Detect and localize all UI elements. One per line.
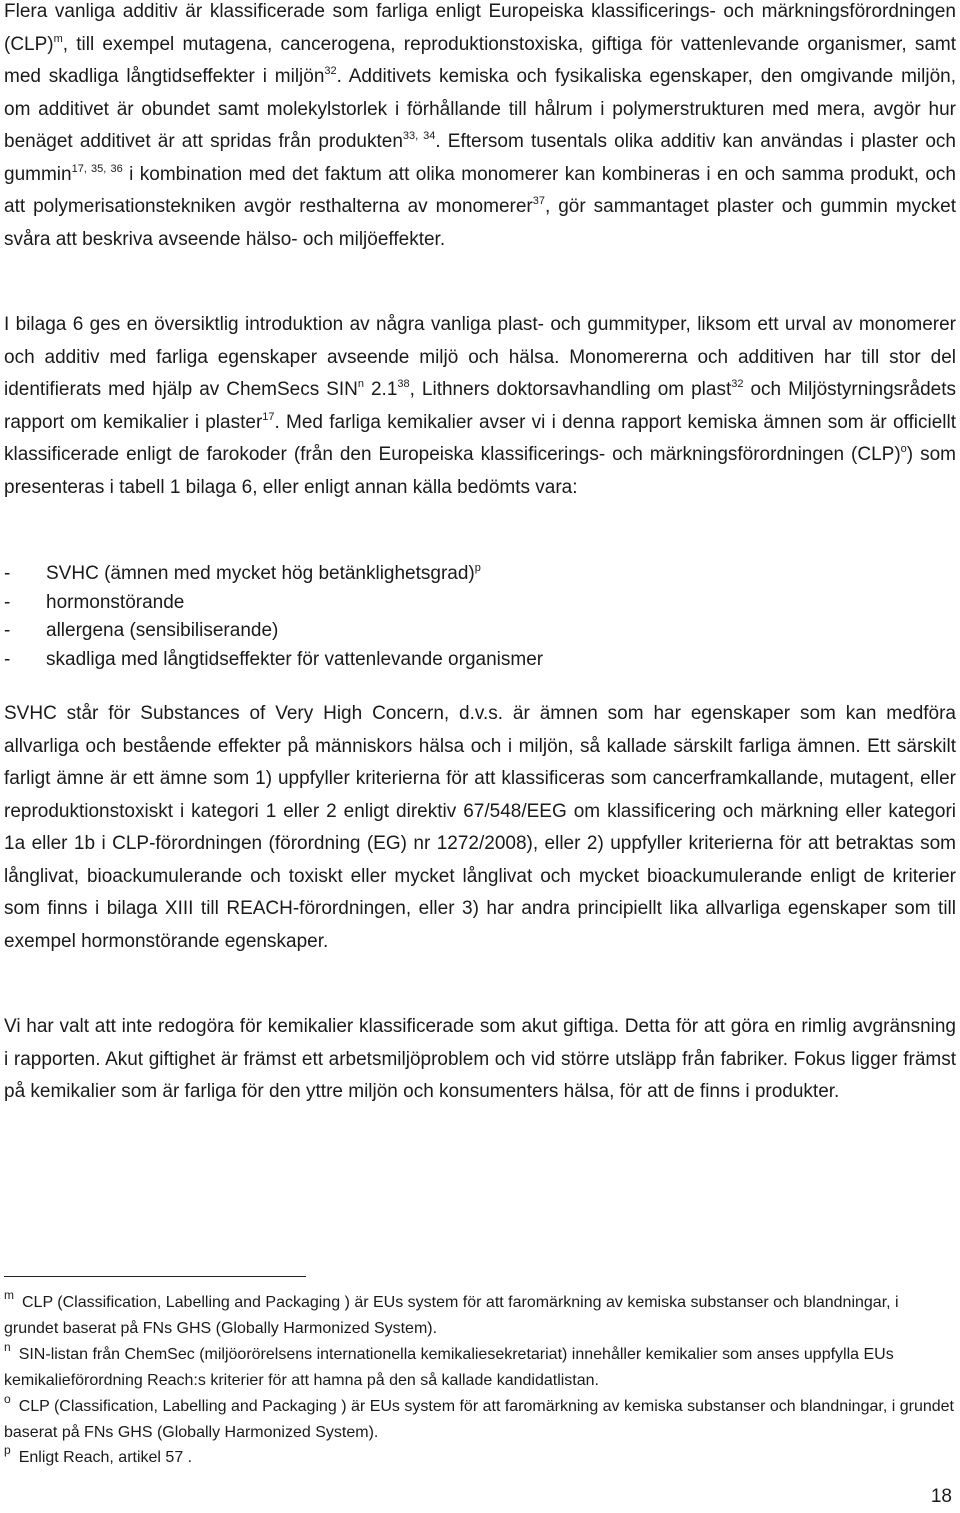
hazard-list xyxy=(4,560,956,675)
text: I bilaga 6 ges en översiktlig introduktion av några vanliga plast- och gummityper, liksom ett urval av monomerer och additiv med farliga egenskaper avseende miljö och hälsa. Monomererna och additiven har till stor del identifierats med hjälp av ChemSecs SIN xyxy=(4,314,956,400)
footnote-ref: p xyxy=(474,562,481,574)
citation-ref: 17, 35, 36 xyxy=(71,162,123,175)
citation-ref: 38 xyxy=(397,378,410,390)
list-item xyxy=(4,589,956,618)
list-item xyxy=(4,646,956,675)
list-item-text: allergena (sensibiliserande) xyxy=(46,620,279,642)
footnote-text: CLP (Classification, Labelling and Packaging ) är EUs system för att faromärkning av kemiska substanser och blandningar, i grundet baserat på FNs GHS (Globally Harmonized System). xyxy=(4,1397,954,1441)
footnote-mark: n xyxy=(4,1339,11,1354)
citation-ref: 17 xyxy=(262,410,275,423)
text: Flera vanliga additiv är klassificerade som farliga enligt Europeiska klassificerings- och märkningsförordningen (CLP) xyxy=(4,1,956,55)
footnote-mark: p xyxy=(4,1443,11,1458)
list-dash: - xyxy=(4,649,11,671)
footnote-ref: m xyxy=(53,32,63,45)
text: i kombination med det faktum att olika monomerer kan kombineras i en och samma produkt, och att polymerisationstekniken avgör resthalterna av monomerer xyxy=(4,163,956,217)
page-number: 18 xyxy=(930,1486,952,1507)
footnote-text: SIN-listan från ChemSec (miljöorörelsens internationella kemikaliesekretariat) innehåller kemikalier som anses uppfylla EUs kemikalieförordning Reach:s kriterier för att hamna på den så kallade kandidatlistan. xyxy=(4,1345,894,1389)
text: . Eftersom tusentals olika additiv kan användas i plaster och gummin xyxy=(4,131,956,185)
paragraph-additives xyxy=(4,0,956,256)
text: , Lithners doktorsavhandling om plast xyxy=(409,379,732,400)
text: och Miljöstyrningsrådets rapport om kemikalier i plaster xyxy=(4,379,956,433)
footnote xyxy=(4,1290,956,1342)
footnote xyxy=(4,1445,956,1471)
list-dash: - xyxy=(4,563,11,584)
footnote-ref: n xyxy=(357,378,364,390)
footnote-mark: o xyxy=(4,1391,11,1406)
footnotes xyxy=(4,1290,956,1471)
paragraph-appendix xyxy=(4,309,956,504)
list-item-text: hormonstörande xyxy=(46,591,185,613)
footnote-divider xyxy=(4,1276,306,1277)
footnote-text: Enligt Reach, artikel 57 . xyxy=(18,1449,193,1467)
text: , till exempel mutagena, cancerogena, reproduktionstoxiska, giftiga för vattenlevande organismer, samt med skadliga långtidseffekter i miljön xyxy=(4,33,956,87)
text: , gör sammantaget plaster och gummin mycket svåra att beskriva avseende hälso- och miljöeffekter. xyxy=(4,196,957,250)
list-item xyxy=(4,617,956,646)
text: 2.1 xyxy=(364,379,398,400)
list-dash: - xyxy=(4,620,11,642)
list-dash: - xyxy=(4,591,11,613)
text: . Med farliga kemikalier avser vi i denna rapport kemiska ämnen som är officiellt klassificerade enligt de farokoder (från den Europeiska klassificerings- och märkningsförordningen (CLP) xyxy=(4,411,956,465)
list-item xyxy=(4,560,956,589)
list-item-text: skadliga med långtidseffekter för vattenlevande organismer xyxy=(46,649,544,671)
footnote-text: CLP (Classification, Labelling and Packaging ) är EUs system för att faromärkning av kemiska substanser och blandningar, i grundet baserat på FNs GHS (Globally Harmonized System). xyxy=(4,1294,899,1337)
list-item-text: SVHC (ämnen med mycket hög betänklighetsgrad) xyxy=(46,563,475,584)
citation-ref: 37 xyxy=(532,195,545,207)
footnote-mark: m xyxy=(4,1288,14,1302)
footnote xyxy=(4,1339,956,1394)
paragraph-svhc: SVHC står för Substances of Very High Concern, d.v.s. är ämnen som har egenskaper som kan medföra allvarliga och bestående effekter på människors hälsa och i miljön, så kallade särskilt farliga ämnen. Ett särskilt farligt ämne är ett ämne som 1) uppfyller kriterierna för att klassificeras som cancerframkallande, mutagent, eller reproduktionstoxiskt i kategori 1 eller 2 enligt direktiv 67/548/EEG om klassificering och märkning eller kategori 1a eller 1b i CLP-förordningen (förordning (EG) nr 1272/2008), eller 2) uppfyller kriterierna för att betraktas som långlivat, bioackumulerande och toxiskt eller mycket långlivat och mycket bioackumulerande enligt de kriterier som finns i bilaga XIII till REACH-förordningen, eller 3) har andra principiellt lika allvarliga egenskaper som till exempel hormonstörande egenskaper. xyxy=(4,703,956,952)
paragraph-scope: Vi har valt att inte redogöra för kemikalier klassificerade som akut giftiga. Detta för att göra en rimlig avgränsning i rapporten. Akut giftighet är främst ett arbetsmiljöproblem och vid större utsläpp från fabriker. Fokus ligger främst på kemikalier som är farliga för den yttre miljön och konsumenters hälsa, för att de finns i produkter. xyxy=(4,1016,956,1102)
footnote xyxy=(4,1391,956,1446)
text: . Additivets kemiska och fysikaliska egenskaper, den omgivande miljön, om additivet är obundet samt molekylstorlek i förhållande till hålrum i polymerstrukturen med mera, avgör hur benäget additivet är att spridas från produkten xyxy=(4,66,956,152)
citation-ref: 32 xyxy=(324,65,337,77)
citation-ref: 32 xyxy=(731,378,744,390)
citation-ref: 33, 34 xyxy=(402,130,436,142)
text: ) som presenteras i tabell 1 bilaga 6, eller enligt annan källa bedömts vara: xyxy=(4,444,956,498)
footnote-ref: o xyxy=(900,443,907,455)
